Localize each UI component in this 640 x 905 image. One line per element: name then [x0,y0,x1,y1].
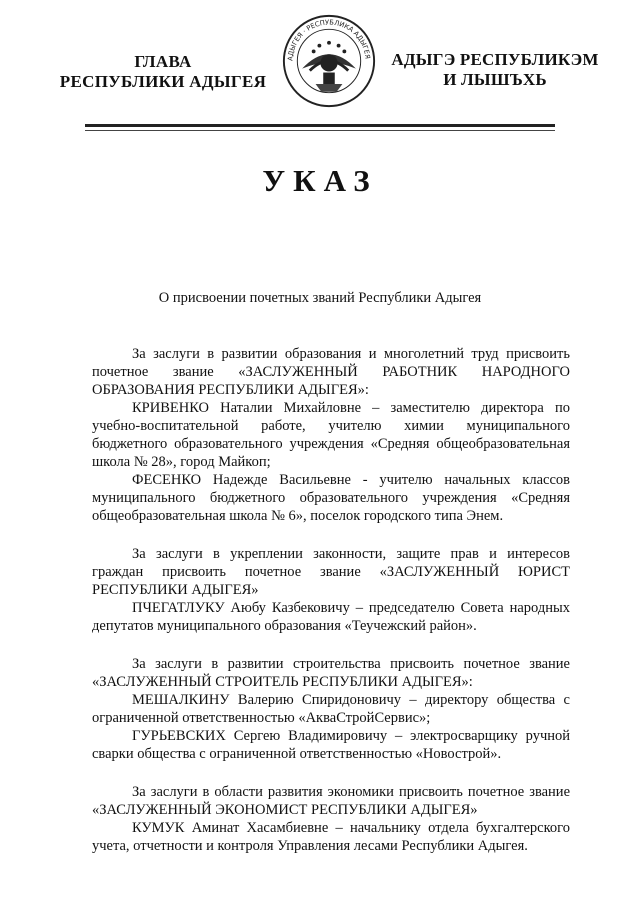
header-divider-thin [85,130,555,131]
header-left-line1: ГЛАВА [134,52,192,71]
section-1-award-1: КРИВЕНКО Наталии Михайловне – заместителю директора по учебно-воспитательной работе, учителю химии муниципального бюджетного образовательного учреждения «Средняя общеобразовательная школа № 28», город Майкоп; [92,400,570,470]
header-left-line2: РЕСПУБЛИКИ АДЫГЕЯ [59,72,267,91]
section-1-award-2: ФЕСЕНКО Надежде Васильевне - учителю начальных классов муниципального бюджетного образовательного учреждения «Средняя общеобразовательная школа № 6», поселок городского типа Энем. [92,472,570,524]
section-3-award-2: ГУРЬЕВСКИХ Сергею Владимировичу – электросварщику ручной сварки общества с ограниченной ответственностью «Новострой». [92,728,570,762]
document-title: УКАЗ [262,163,378,198]
document-subject: О присвоении почетных званий Республики Адыгея [158,290,482,306]
section-2-award-1: ПЧЕГАТЛУКУ Аюбу Казбековичу – председателю Совета народных депутатов муниципального образования «Теучежский район». [92,600,570,634]
section-2-preamble: За заслуги в укреплении законности, защите прав и интересов граждан присвоить почетное звание «ЗАСЛУЖЕННЫЙ ЮРИСТ РЕСПУБЛИКИ АДЫГЕЯ» [92,546,570,598]
coat-of-arms-emblem [281,13,377,109]
emblem-ring-text: АДЫГЕЯ · РЕСПУБЛИКА АДЫГЕЯ [286,18,372,62]
header-right [390,50,600,90]
section-3-preamble: За заслуги в развитии строительства присвоить почетное звание «ЗАСЛУЖЕННЫЙ СТРОИТЕЛЬ РЕСПУБЛИКИ АДЫГЕЯ»: [92,656,570,690]
header-right-line2: И ЛЫШЪХЬ [443,70,547,89]
section-1-preamble: За заслуги в развитии образования и многолетний труд присвоить почетное звание «ЗАСЛУЖЕННЫЙ РАБОТНИК НАРОДНОГО ОБРАЗОВАНИЯ РЕСПУБЛИКИ АДЫГЕЯ»: [92,346,570,398]
header-left [48,52,278,92]
section-4-preamble: За заслуги в области развития экономики присвоить почетное звание «ЗАСЛУЖЕННЫЙ ЭКОНОМИСТ РЕСПУБЛИКИ АДЫГЕЯ» [92,784,570,818]
header-divider-thick [85,124,555,127]
document-body [92,345,570,855]
section-4-award-1: КУМУК Аминат Хасамбиевне – начальнику отдела бухгалтерского учета, отчетности и контроля Управления лесами Республики Адыгея. [92,820,570,854]
section-3-award-1: МЕШАЛКИНУ Валерию Спиридоновичу – директору общества с ограниченной ответственностью «АкваСтройСервис»; [92,692,570,726]
header-right-line1: АДЫГЭ РЕСПУБЛИКЭМ [391,50,599,69]
